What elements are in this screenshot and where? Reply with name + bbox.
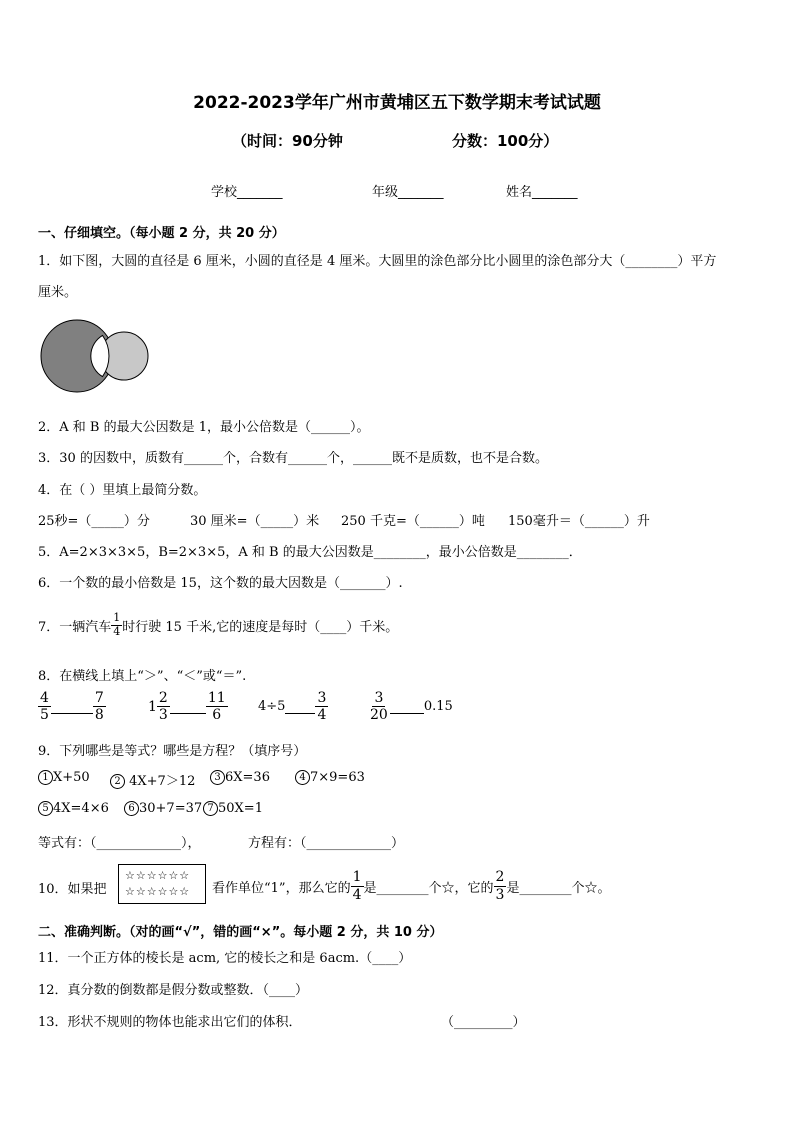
q8-item-3: 4÷5 $\frac{3}{4}$	[258, 690, 327, 724]
exam-score: 分数：100分）	[452, 132, 559, 150]
q9-equations-unknown: 方程有：（_____________）	[248, 836, 405, 851]
q7-post: 时行驶 15 千米,它的速度是每时（____）千米。	[122, 619, 399, 635]
q8: 8．在横线上填上“＞”、“＜”或“＝”.	[38, 669, 247, 684]
q9-equations: 等式有：（_____________），	[38, 836, 201, 851]
q1-line1: 1．如下图，大圆的直径是 6 厘米，小圆的直径是 4 厘米。大圆里的涂色部分比小圆里的涂色部分大（________）平方	[38, 254, 717, 269]
q4: 4．在（ ）里填上最简分数。	[38, 483, 207, 498]
q9-item-5: 5 4X=4×6	[38, 801, 109, 816]
q8-item-2: 1 $\frac{2}{3}$ $\frac{11}{6}$	[148, 690, 226, 724]
q4-b: 30 厘米=（_____）米	[190, 514, 320, 529]
q8-item-1: $\frac{4}{5}$ $\frac{7}{8}$	[40, 690, 104, 724]
page-title: 2022-2023学年广州市黄埔区五下数学期末考试试题	[193, 93, 601, 113]
q11: 11．一个正方体的棱长是 acm, 它的棱长之和是 6acm.（____）	[38, 951, 412, 966]
q6: 6．一个数的最小倍数是 15，这个数的最大因数是（_______）.	[38, 576, 403, 591]
q3: 3．30 的因数中，质数有______个，合数有______个，______既不是质数，也不是合数。	[38, 451, 548, 466]
q12: 12．真分数的倒数都是假分数或整数．（____）	[38, 983, 309, 998]
q7-pre: 7．一辆汽车	[38, 619, 112, 635]
q9-item-7: 7 50X=1	[203, 801, 263, 816]
q5: 5．A=2×3×3×5，B=2×3×5，A 和 B 的最大公因数是________，最小公倍数是________．	[38, 545, 582, 560]
q13-blank: （_________）	[441, 1015, 526, 1030]
section1-heading: 一、仔细填空。（每小题 2 分，共 20 分）	[38, 226, 285, 241]
q10-pre: 10．如果把	[38, 882, 107, 897]
q9-item-3: 3 6X=36	[210, 770, 270, 785]
q10-body: 看作单位“1”，那么它的 $\frac{1}{4}$ 是________个☆，它的 $\frac{2}{3}$ 是________个☆。	[212, 869, 611, 903]
name-field: 姓名_______	[506, 185, 578, 200]
q7	[38, 612, 398, 638]
q4-c: 250 千克=（______）吨	[341, 514, 485, 529]
q9: 9．下列哪些是等式？哪些是方程？（填序号）	[38, 744, 307, 759]
q4-a: 25秒=（_____）分	[38, 514, 150, 529]
q9-item-1: 1 X+50	[38, 770, 90, 785]
circles-figure	[40, 316, 152, 396]
exam-time: （时间：90分钟	[232, 132, 343, 150]
grade-field: 年级_______	[372, 185, 444, 200]
q13: 13．形状不规则的物体也能求出它们的体积．	[38, 1015, 302, 1030]
q7-fraction: $\frac{1}{4}$	[113, 611, 121, 638]
q8-item-4: $\frac{3}{20}$ 0.15	[370, 690, 453, 724]
school-field: 学校_______	[211, 185, 283, 200]
q9-item-4: 4 7×9=63	[295, 770, 365, 785]
star-box: ☆☆☆☆☆☆ ☆☆☆☆☆☆	[118, 864, 206, 904]
q9-item-6: 6 30+7=37	[124, 801, 202, 816]
q9-item-2: 2 4X+7＞12	[110, 770, 195, 789]
q1-line2: 厘米。	[38, 285, 78, 300]
q2: 2．A 和 B 的最大公因数是 1，最小公倍数是（______）。	[38, 420, 370, 435]
section2-heading: 二、准确判断。（对的画“√”，错的画“×”。每小题 2 分，共 10 分）	[38, 925, 443, 940]
q4-d: 150毫升＝（______）升	[508, 514, 650, 529]
